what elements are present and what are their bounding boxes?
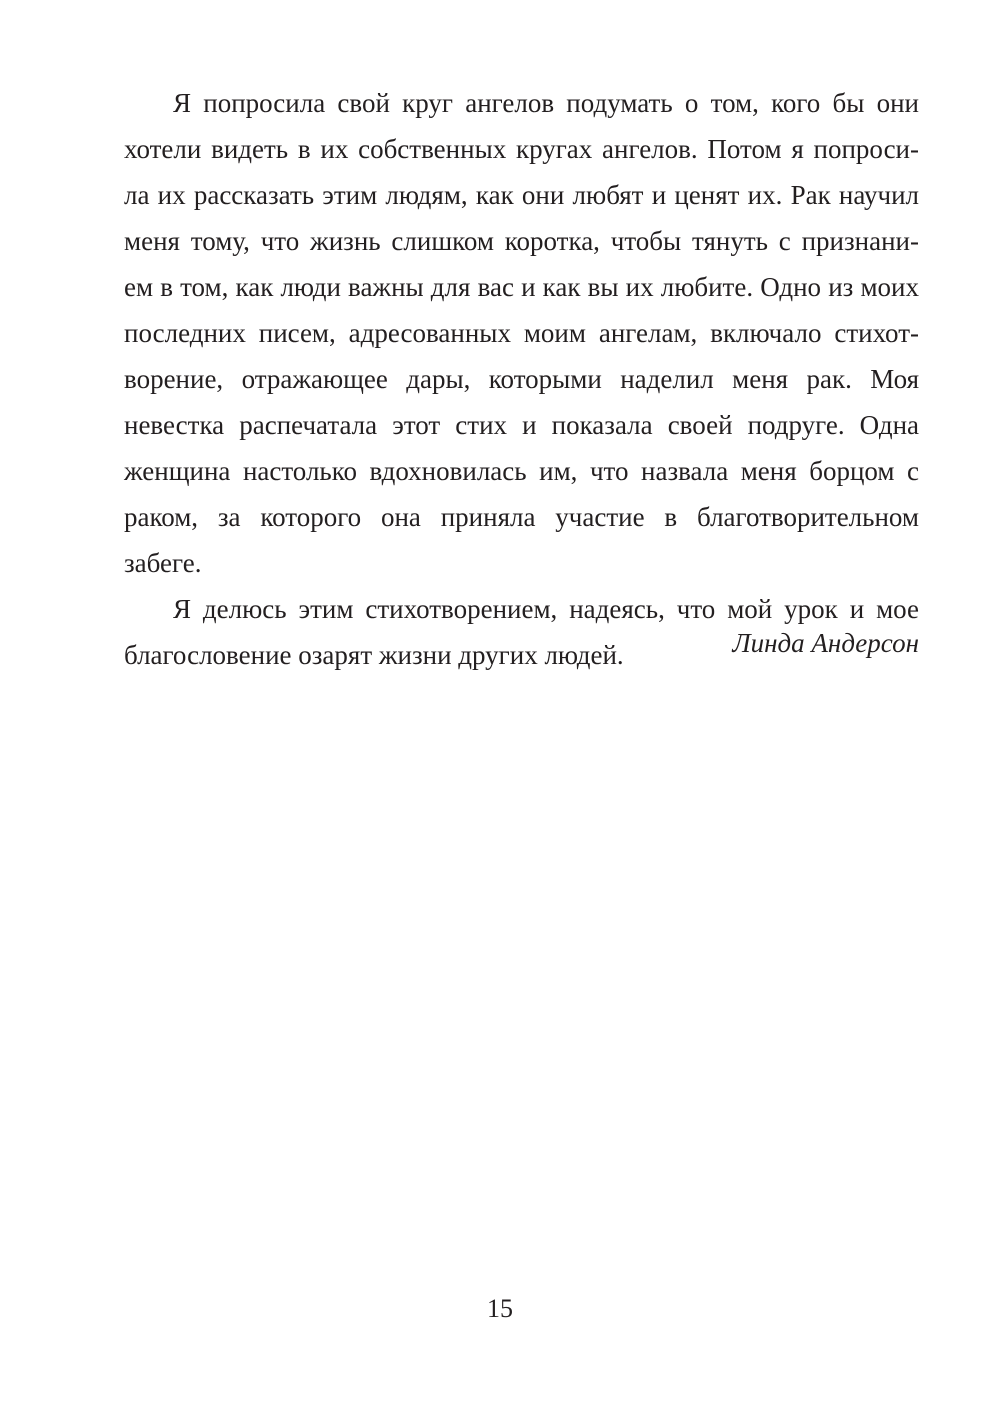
paragraph-1 <box>124 80 919 586</box>
text-line: невестка распечатала этот стих и показала своей подруге. Одна <box>124 410 919 440</box>
text-line: Я попросила свой круг ангелов подумать о том, кого бы они <box>173 88 919 118</box>
text-line: хотели видеть в их собственных кругах ангелов. Потом я попроси- <box>124 134 919 164</box>
body-text <box>124 80 919 678</box>
text-line: ем в том, как люди важны для вас и как вы их любите. Одно из моих <box>124 272 919 302</box>
text-line: ворение, отражающее дары, которыми наделил меня рак. Моя <box>124 364 919 394</box>
text-line: ла их рассказать этим людям, как они любят и ценят их. Рак научил <box>124 180 919 210</box>
page-number: 15 <box>487 1294 513 1323</box>
text-line: раком, за которого она приняла участие в благотворительном <box>124 502 919 532</box>
text-line: последних писем, адресованных моим ангелам, включало стихот- <box>124 318 919 348</box>
author-signature: Линда Андерсон <box>732 628 919 658</box>
text-line: забеге. <box>124 548 202 578</box>
text-line: благословение озарят жизни других людей. <box>124 640 624 670</box>
text-line: меня тому, что жизнь слишком коротка, чтобы тянуть с признани- <box>124 226 919 256</box>
text-line: женщина настолько вдохновилась им, что назвала меня борцом с <box>124 456 919 486</box>
text-line: Я делюсь этим стихотворением, надеясь, что мой урок и мое <box>173 594 919 624</box>
